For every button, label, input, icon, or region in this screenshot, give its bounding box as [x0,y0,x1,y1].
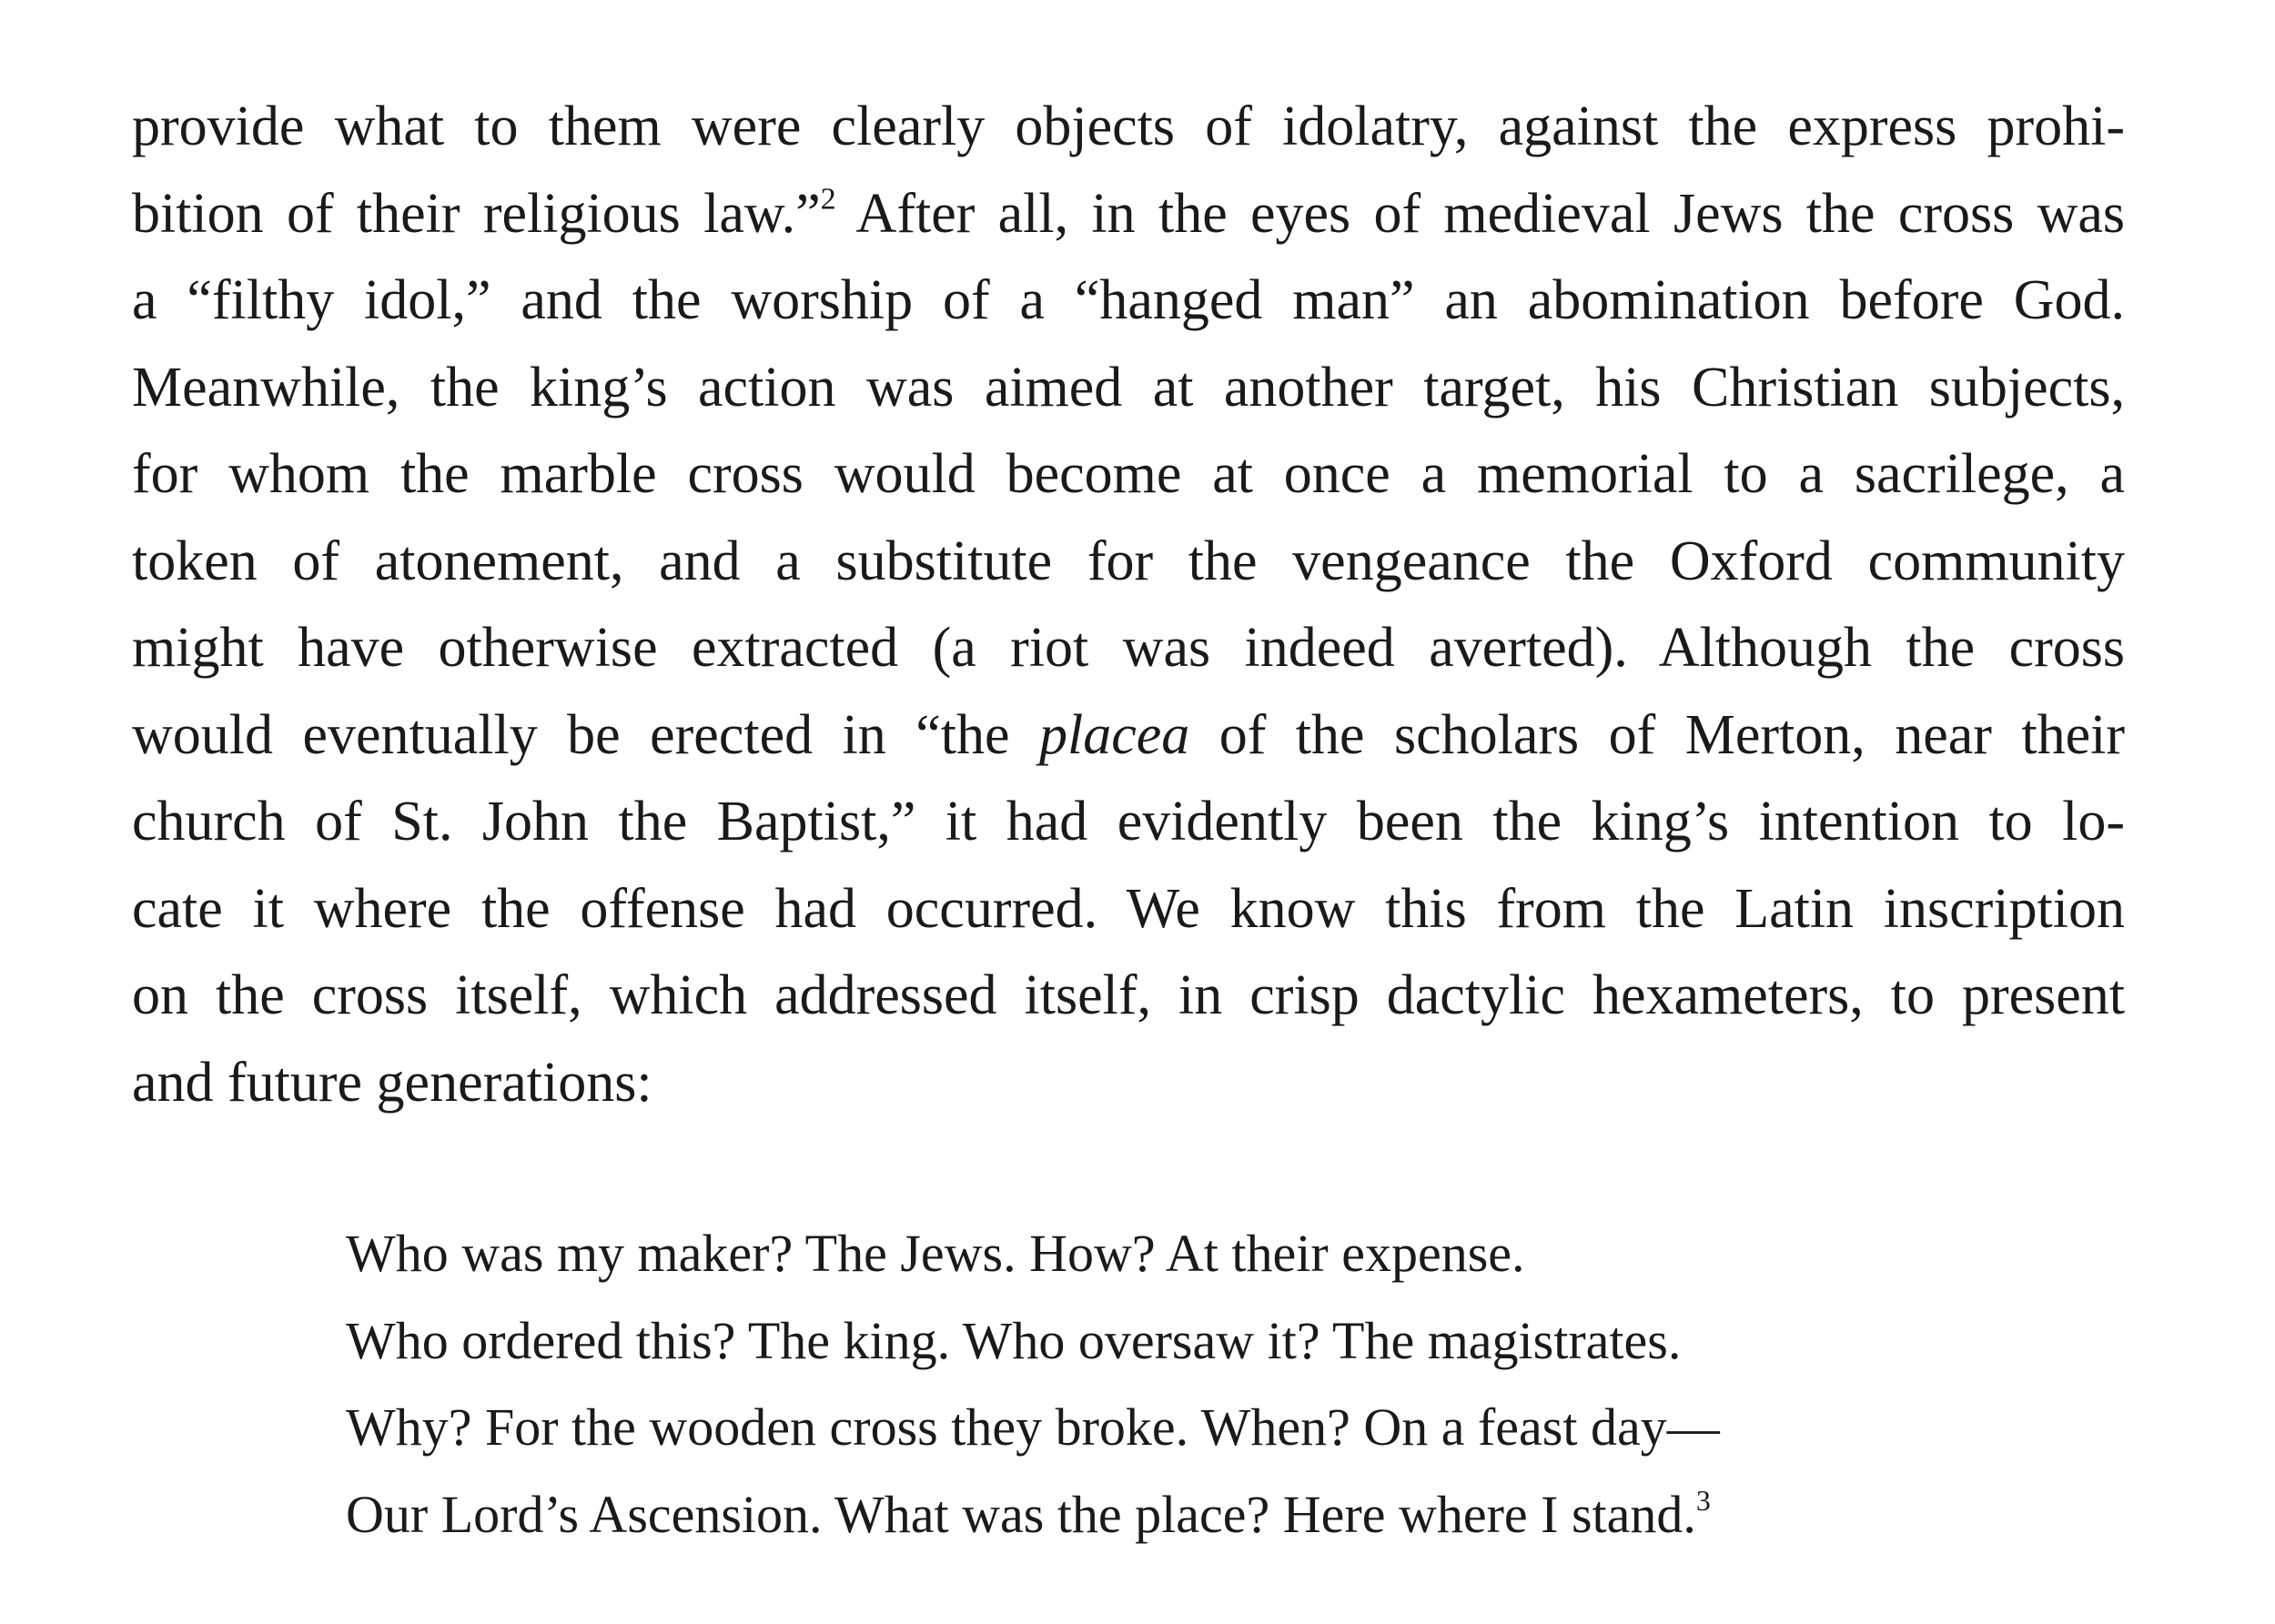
line-text: Our Lord’s Ascension. What was the place? Here where I stand. [346,1484,1696,1544]
paragraph-line: on the cross itself, which addressed itself, in crisp dactylic hexameters, to present [132,964,2125,1026]
verse-line: Why? For the wooden cross they broke. When? On a feast day— [346,1397,1720,1457]
verse-line [346,1471,1893,1558]
line-text: would eventually be erected in “the [132,703,1039,766]
paragraph-line: a “filthy idol,” and the worship of a “hanged man” an abomination before God. [132,269,2125,331]
paragraph-line: cate it where the offense had occurred. We know this from the Latin inscription [132,877,2125,940]
paragraph-line: and future generations: [132,1051,652,1114]
paragraph-line: church of St. John the Baptist,” it had evidently been the king’s intention to lo- [132,791,2125,852]
paragraph-line: might have otherwise extracted (a riot was indeed averted). Although the cross [132,617,2125,679]
paragraph-line [132,692,2125,780]
line-text: After all, in the eyes of medieval Jews the cross was [835,182,2125,245]
footnote-marker[interactable]: 2 [820,181,836,216]
paragraph-line [132,171,2125,258]
paragraph-line: provide what to them were clearly objects of idolatry, against the express prohi- [132,96,2125,157]
verse-quotation [346,1210,1893,1558]
paragraph-line: token of atonement, and a substitute for the vengeance the Oxford community [132,530,2125,592]
paragraph-line: for whom the marble cross would become at once a memorial to a sacrilege, a [132,443,2125,505]
verse-line: Who ordered this? The king. Who oversaw it? The magistrates. [346,1310,1682,1370]
body-paragraph [132,84,2125,1126]
paragraph-line: Meanwhile, the king’s action was aimed at another target, his Christian subjects, [132,356,2125,419]
footnote-marker[interactable]: 3 [1695,1484,1711,1517]
italic-term: placea [1038,703,1190,766]
verse-line: Who was my maker? The Jews. How? At their expense. [346,1224,1525,1283]
line-text: of the scholars of Merton, near their [1189,703,2125,766]
line-text: bition of their religious law.” [132,182,821,245]
